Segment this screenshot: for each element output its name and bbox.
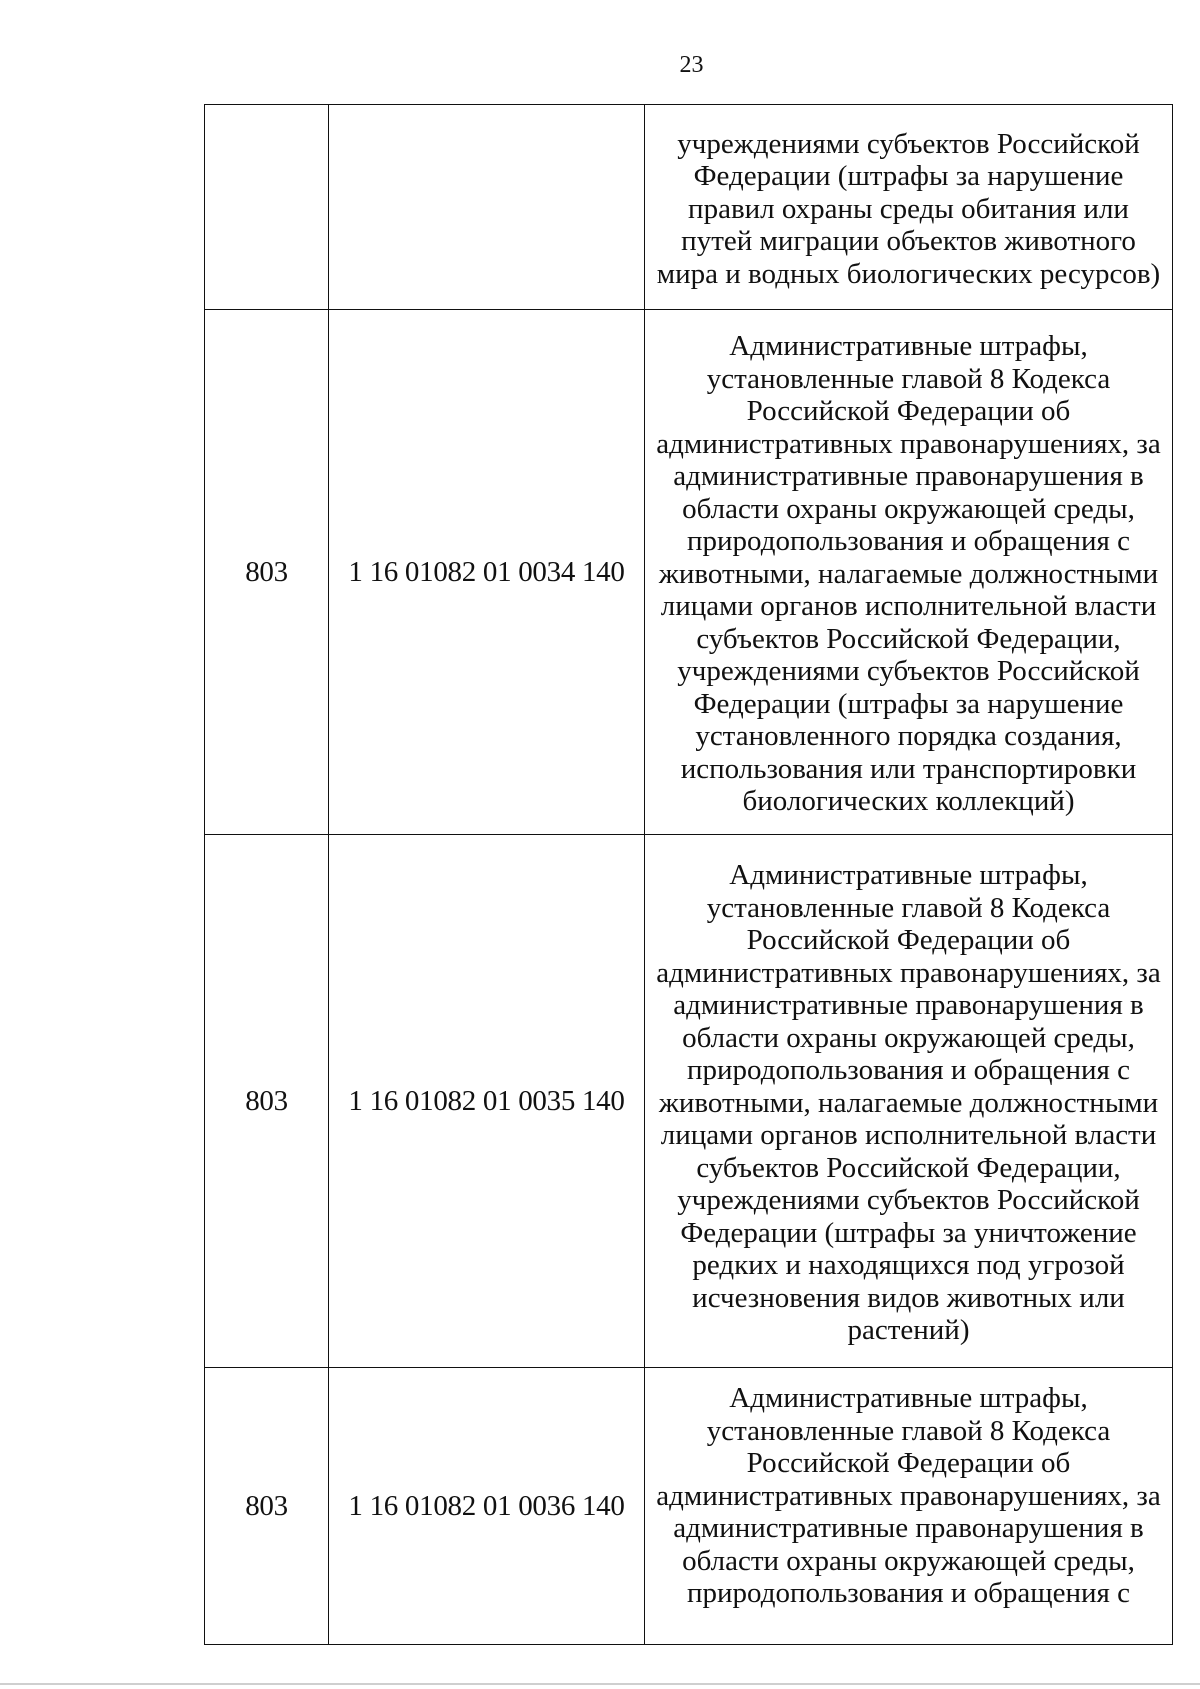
budget-code-cell: 1 16 01082 01 0035 140: [329, 835, 645, 1368]
description-line: правил охраны среды обитания или: [688, 192, 1129, 225]
description-cell: [645, 835, 1173, 1368]
description-line: установленные главой 8 Кодекса: [706, 362, 1111, 395]
admin-code-cell: 803: [205, 835, 329, 1368]
description-line: учреждениями субъектов Российской: [677, 655, 1140, 688]
description-line: Российской Федерации об: [746, 924, 1071, 957]
description-line: лицами органов исполнительной власти: [660, 1119, 1157, 1152]
table-row: [205, 835, 1173, 1368]
description-line: редких и находящихся под угрозой: [692, 1249, 1125, 1282]
scan-edge-line: [0, 1683, 1200, 1685]
description-line: природопользования и обращения с: [687, 1054, 1130, 1087]
description-line: Российской Федерации об: [746, 1447, 1071, 1479]
description-line: исчезновения видов животных или: [692, 1281, 1125, 1314]
description-line: административных правонарушениях, за: [656, 427, 1161, 460]
table-row: [205, 310, 1173, 835]
description-line: области охраны окружающей среды,: [682, 1544, 1135, 1577]
table-row: [205, 105, 1173, 310]
description-line: области охраны окружающей среды,: [682, 492, 1135, 525]
budget-code-cell: 1 16 01082 01 0034 140: [329, 310, 645, 835]
description-line: учреждениями субъектов Российской: [677, 127, 1140, 160]
description-line: Административные штрафы,: [729, 1382, 1088, 1414]
description-line: административные правонарушения в: [673, 460, 1144, 493]
description-line: Федерации (штрафы за нарушение: [693, 687, 1124, 720]
description-cell: [645, 310, 1173, 835]
admin-code-cell: 803: [205, 1368, 329, 1645]
description-line: лицами органов исполнительной власти: [660, 590, 1157, 623]
description-line: административных правонарушениях, за: [656, 956, 1161, 989]
description-line: Российской Федерации об: [746, 395, 1071, 428]
description-line: природопользования и обращения с: [687, 1577, 1130, 1609]
description-line: установленные главой 8 Кодекса: [706, 891, 1111, 924]
description-line: Административные штрафы,: [729, 330, 1088, 363]
description-line: субъектов Российской Федерации,: [696, 1151, 1121, 1184]
budget-code-cell: [329, 105, 645, 310]
description-line: Федерации (штрафы за уничтожение: [680, 1216, 1137, 1249]
description-line: установленные главой 8 Кодекса: [706, 1414, 1111, 1447]
description-line: использования или транспортировки: [680, 752, 1137, 785]
fines-table: [204, 104, 1173, 1645]
description-line: субъектов Российской Федерации,: [696, 622, 1121, 655]
admin-code-cell: [205, 105, 329, 310]
description-line: установленного порядка создания,: [695, 720, 1122, 753]
description-line: административные правонарушения в: [673, 989, 1144, 1022]
description-line: мира и водных биологических ресурсов): [656, 257, 1161, 290]
description-line: животными, налагаемые должностными: [658, 557, 1159, 590]
table-row: [205, 1368, 1173, 1645]
fines-table-body: [205, 105, 1173, 1645]
description-line: биологических коллекций): [742, 785, 1075, 818]
description-line: Административные штрафы,: [729, 859, 1088, 892]
description-line: Федерации (штрафы за нарушение: [693, 160, 1124, 193]
description-line: путей миграции объектов животного: [681, 225, 1136, 258]
fines-table-container: [204, 104, 1172, 1645]
budget-code-cell: 1 16 01082 01 0036 140: [329, 1368, 645, 1645]
description-line: животными, налагаемые должностными: [658, 1086, 1159, 1119]
description-line: природопользования и обращения с: [687, 525, 1130, 558]
description-line: административные правонарушения в: [673, 1512, 1144, 1544]
description-line: административных правонарушениях, за: [656, 1479, 1161, 1512]
page-number: 23: [679, 52, 704, 78]
description-line: области охраны окружающей среды,: [682, 1021, 1135, 1054]
description-cell: [645, 105, 1173, 310]
admin-code-cell: 803: [205, 310, 329, 835]
description-line: растений): [847, 1314, 970, 1347]
description-cell: [645, 1368, 1173, 1645]
description-line: учреждениями субъектов Российской: [677, 1184, 1140, 1217]
